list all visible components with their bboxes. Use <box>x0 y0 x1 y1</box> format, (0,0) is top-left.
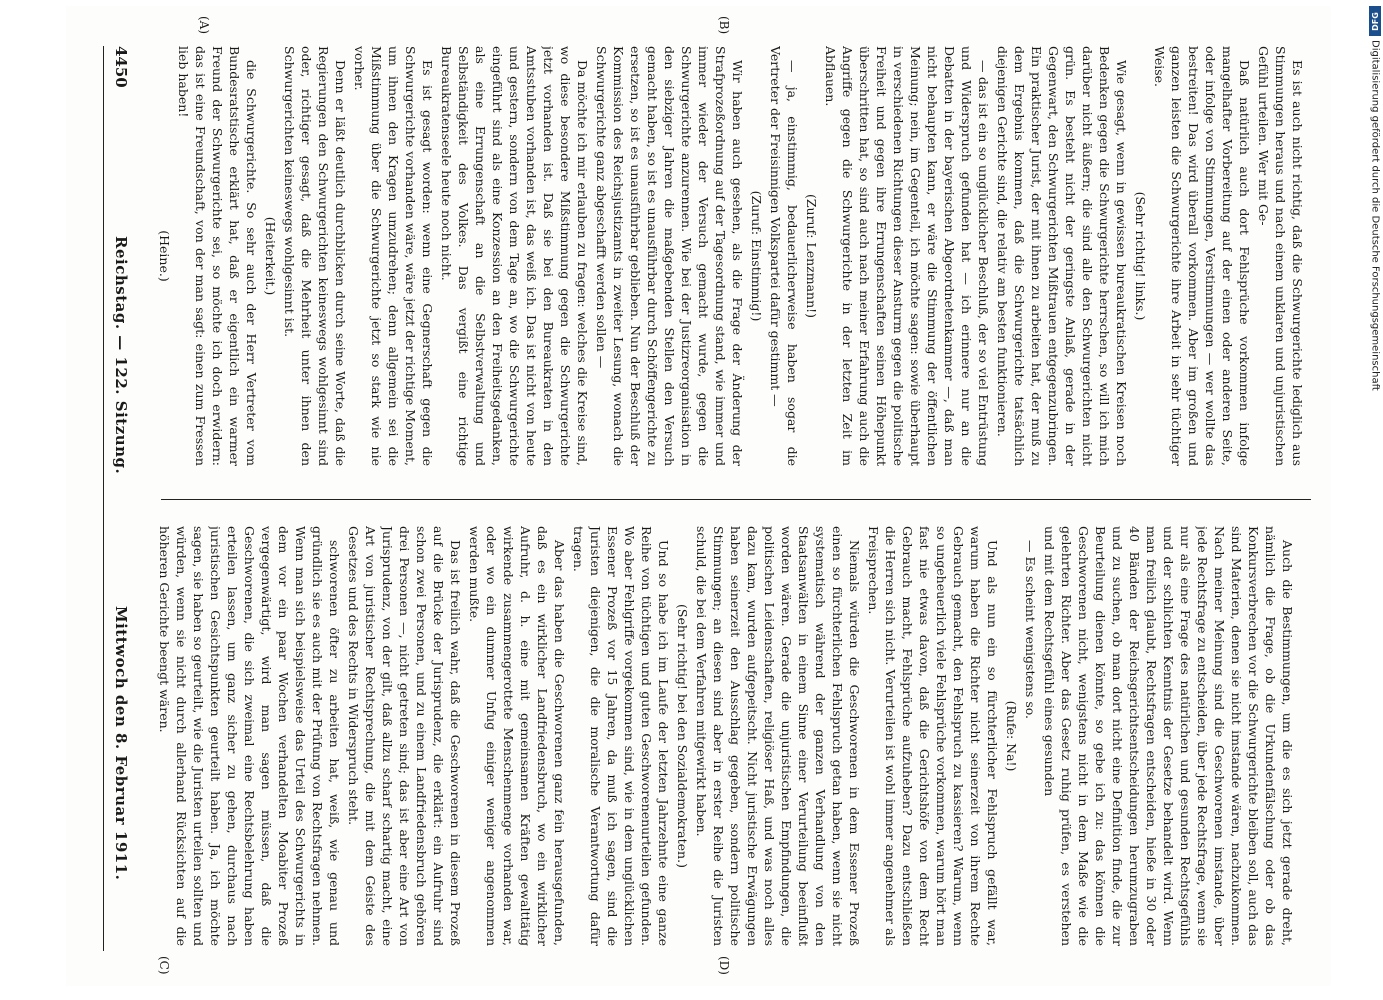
paragraph: — das ist ein so unglücklicher Beschluß, der so viel Entrüstung und Widerspruch gefunden hat — ich erinnere nur an die Debatten in der bayerischen Abgeordnetenkammer —, daß man nicht behaupten kann, er wäre die Stimmung der öffentlichen Meinung; nein, im Gegenteil, ich möchte sagen: sowie überhaupt in verschiedenen Richtungen dieser Ansturm gegen die politische Freiheit und gegen ihre Errungenschaften seinen Höhepunkt überschritten hat, so sind auch nach meiner Erfahrung auch die Angriffe gegen die Schwurgerichte in der letzten Zeit im Abflauen. <box>823 46 991 466</box>
paragraph: Niemals würden die Geschworenen in dem Essener Prozeß einen so fürchterlichen Fehlspruch getan haben, wenn sie nicht systematisch während der ganzen Verhandlung von den Staatsanwälten in einem Sinne einer Verurteilung beeinflußt worden wären. Gerade die unjuristischen Empfindungen, die politischen Leidenschaften, religiöser Haß, und was noch alles dazu kam, wurden aufgepeitscht. Nicht juristische Erwägungen haben seinerzeit den Ausschlag gegeben, sondern politische Stimmungen; an diesen sind aber in erster Reihe die Juristen schuld, die bei dem Verfahren mitgewirkt haben. <box>694 526 862 946</box>
left-column-text <box>156 46 1308 466</box>
interjection: (Rufe: Na!) <box>1004 700 1019 772</box>
paragraph: Auch die Bestimmungen, um die es sich jetzt gerade dreht, nämlich die Frage, ob die Urkundenfälschung oder ob das Konkursverbrechen vor die Schwurgerichte bleiben soll, auch das sind Materien, denen sie nicht imstande wären, nachzukommen. Nach meiner Meinung sind die Geschworenen imstande, über jede Rechtsfrage zu entscheiden, über jede Rechtsfrage, wenn sie nur als eine Frage des natürlichen und gesunden Rechtsgefühls und der schlichten Kenntnis der Gesetze behandelt wird. Wenn man freilich glaubt, Rechtsfragen entscheiden, hieße in 30 oder 40 Bänden der Reichsgerichtsentscheidungen herumzugraben und zu suchen, ob man dort nicht eine Definition finde, die zur Beurteilung dienen könnte, so gebe ich zu: das können die Geschworenen nicht, wenigstens nicht in dem Maße wie die gelehrten Richter. Aber das Gesetz ruhig prüfen, es verstehen und mit dem Rechtsgefühl eines gesunden <box>1042 526 1295 946</box>
column-divider <box>161 499 1311 500</box>
paragraph: Das ist freilich wahr, daß die Geschworenen in diesem Prozeß auf die Brücke der Jurisprudenz, die erklärt: ein Aufruhr sind schon zwei Personen, und zu einem Landfriedensbruch gehören drei Personen —, nicht getreten sind; das ist aber eine Art von Jurisprudenz, von der gilt, daß allzu scharf schartig macht, eine Art von juristischer Rechtsprechung, die mit dem Geiste des Gesetzes und des Rechts in Widerspruch steht. <box>346 526 463 946</box>
digitization-credit <box>1369 40 1381 620</box>
paragraph: Wir haben auch gesehen, als die Frage der Änderung der Strafprozeßordnung auf der Tagesordnung stand, wie immer und immer wieder der Versuch gemacht wurde, gegen die Schwurgerichte anzurennen. Wie bei der Justizreorganisation in den siebziger Jahren die maßgebenden Stellen den Versuch gemacht haben, so ist es unausführbar durch Schöffengerichte zu ersetzen, so ist es unausführbar geblieben. Nun der Beschluß der Kommission des Reichsjustizamts in zweiter Lesung, wonach die Schwurgerichte ganz abgeschafft werden sollen — <box>594 46 745 466</box>
paragraph: Da möchte ich mir erlauben zu fragen: welches die Kreise sind, wo diese besondere Mißstimmung gegen die Schwurgerichte jetzt vorhanden ist. Daß sie bei den Bureaukraten in den Amtsstuben vorhanden ist, das weiß ich. Das ist nicht von heute und gestern, sondern von dem Tage an, wo die Schwurgerichte eingeführt sind als eine Konzession an den Freiheitsgedanken, als eine Errungenschaft an die Selbstverwaltung und Selbständigkeit des Volkes. Das vergißt eine richtige Bureaukratenseele heute noch nicht. <box>439 46 590 466</box>
paragraph: — ja, einstimmig, bedauerlicherweise haben sogar die Vertreter der Freisinnigen Volkspartei dafür gestimmt — <box>768 46 800 466</box>
paragraph: Aber das haben die Geschworenen ganz fein herausgefunden, daß es ein wirklicher Landfriedensbruch, wo ein wirklicher Aufruhr, d. h. eine mit gemeinsamen Kräften gewalttätig wirkende zusammengerottete Menschenmenge vorhanden war, oder wo ein dummer Unfug einiger weniger angenommen werden mußte. <box>467 526 567 946</box>
margin-mark-c: (C) <box>157 956 171 975</box>
paragraph: — Es scheint wenigstens so. <box>1023 540 1038 720</box>
digitization-credit-text: Digitalisierung gefördert durch die Deutsche Forschungsgemeinschaft <box>1369 40 1381 391</box>
page-number: 4450 <box>112 46 130 88</box>
interjection: (Heiterkeit.) <box>263 216 278 296</box>
margin-mark-a: (A) <box>197 16 211 35</box>
interjection: (Zuruf: Einstimmig!) <box>749 190 764 322</box>
margin-mark-d: (D) <box>717 956 731 975</box>
right-column <box>156 526 1331 946</box>
paragraph: Wie gesagt, wenn in gewissen bureaukratischen Kreisen noch Bedenken gegen die Schwurgerichte herrschen, so will ich mich darüber nicht äußern; die sind alle den Schwurgerichten nicht grün. Es besteht nicht der geringste Anlaß, gerade in der Gegenwart, den Schwurgerichten Mißtrauen entgegenzubringen. Ein praktischer Jurist, der mit ihnen zu arbeiten hat, der muß zu dem Ergebnis kommen, daß die Schwurgerichte tatsächlich diejenigen Gerichte sind, die relativ am besten funktionieren. <box>995 46 1129 466</box>
paragraph: Es ist gesagt worden: wenn eine Gegnerschaft gegen die Schwurgerichte vorhanden wäre, wäre jetzt der richtige Moment, um ihnen den Kragen umzudrehen; denn allgemein sei die Mißstimmung über die Schwurgerichte jetzt so stark wie nie vorher. <box>352 46 435 466</box>
left-column <box>156 46 1331 466</box>
right-column-text <box>156 526 1298 946</box>
paragraph: Und als nun ein so fürchterlicher Fehlspruch gefällt war, warum haben die Richter nicht seinerzeit von ihrem Rechte Gebrauch gemacht, den Fehlspruch zu kassieren? Warum, wenn so ungeheuerlich viele Fehlsprüche vorkommen, warum hört man fast nie etwas davon, daß die Gerichtshöfe von dem Recht Gebrauch macht, Fehlsprüche aufzuheben? Dazu entschließen die Herren sich nicht. Verurteilen ist wohl immer angenehmer als Freisprechen. <box>866 526 1000 946</box>
session-title: Reichstag. — 122. Sitzung. <box>112 236 130 475</box>
paragraph: schworenen öfter zu arbeiten hat, weiß, wie genau und gründlich sie es auch mit der Prüfung von Rechtsfragen nehmen. Wenn man sich beispielsweise das Urteil des Schwurgerichts in dem vor ein paar Wochen verhandelten Moabiter Prozeß vergegenwärtigt, wird man sagen müssen, daß die Geschworenen, die sich zweimal eine Rechtsbelehrung haben erteilen lassen, um ganz sicher zu gehen, durchaus nach juristischen Gesichtspunkten geurteilt haben. Ja, ich möchte sagen, sie haben so geurteilt, wie die Juristen urteilen sollten und würden, wenn sie nicht durch allerhand Rücksichten auf die höheren Gerichte beengt wären. <box>157 526 342 946</box>
dfg-logo <box>1369 6 1381 36</box>
document-page <box>66 6 1331 986</box>
paragraph: Es ist auch nicht richtig, daß die Schwurgerichte lediglich aus Stimmungen heraus und nach einem unklaren und unjuristischen Gefühl urteilen. Wer mit Ge- <box>1256 46 1305 466</box>
paragraph: Denn er läßt deutlich durchblicken durch seine Worte, daß die Regierungen den Schwurgerichten keineswegs wohlgesinnt sind oder, richtiger gesagt, daß die Mehrheit unter ihnen den Schwurgerichten keineswegs wohlgesinnt ist. <box>282 46 348 466</box>
paragraph: Daß natürlich auch dort Fehlsprüche vorkommen infolge mangelhafter Vorbereitung auf der einen oder anderen Seite, oder infolge von Stimmungen, Verstimmungen — wer wollte das bestreiten! Das wird überall vorkommen. Aber im großen und ganzen leisten die Schwurgerichte ihre Arbeit in sehr tüchtiger Weise. <box>1152 46 1252 466</box>
page-header <box>103 46 134 951</box>
paragraph: Und so habe ich im Laufe der letzten Jahrzehnte eine ganze Reihe von tüchtigen und guten Geschworenenurteilen gefunden. Wo aber Fehlgriffe vorgekommen sind, wie in dem unglücklichen Essener Prozeß vor 15 Jahren, da muß ich sagen, sind die Juristen diejenigen, die die moralische Verantwortung dafür tragen. <box>571 526 671 946</box>
paragraph: die Schwurgerichte. So sehr auch der Herr Vertreter vom Bundesratstische erklärt hat, daß er eigentlich ein warmer Freund der Schwurgerichte sei, so möchte ich doch erwidern: das ist eine Freundschaft, von der man sagt: einen zum Fressen lieb haben! <box>176 46 259 466</box>
speaker-label: (Heine.) <box>157 230 172 282</box>
interjection: (Zuruf: Lenzmann!) <box>804 193 819 319</box>
interjection: (Sehr richtig! links.) <box>1133 191 1148 321</box>
interjection: (Sehr richtig! bei den Sozialdemokraten.) <box>675 604 690 868</box>
header-date: Mittwoch den 8. Februar 1911. <box>112 606 130 881</box>
dfg-logo-text: DFG <box>1370 11 1380 31</box>
margin-mark-b: (B) <box>717 16 731 35</box>
